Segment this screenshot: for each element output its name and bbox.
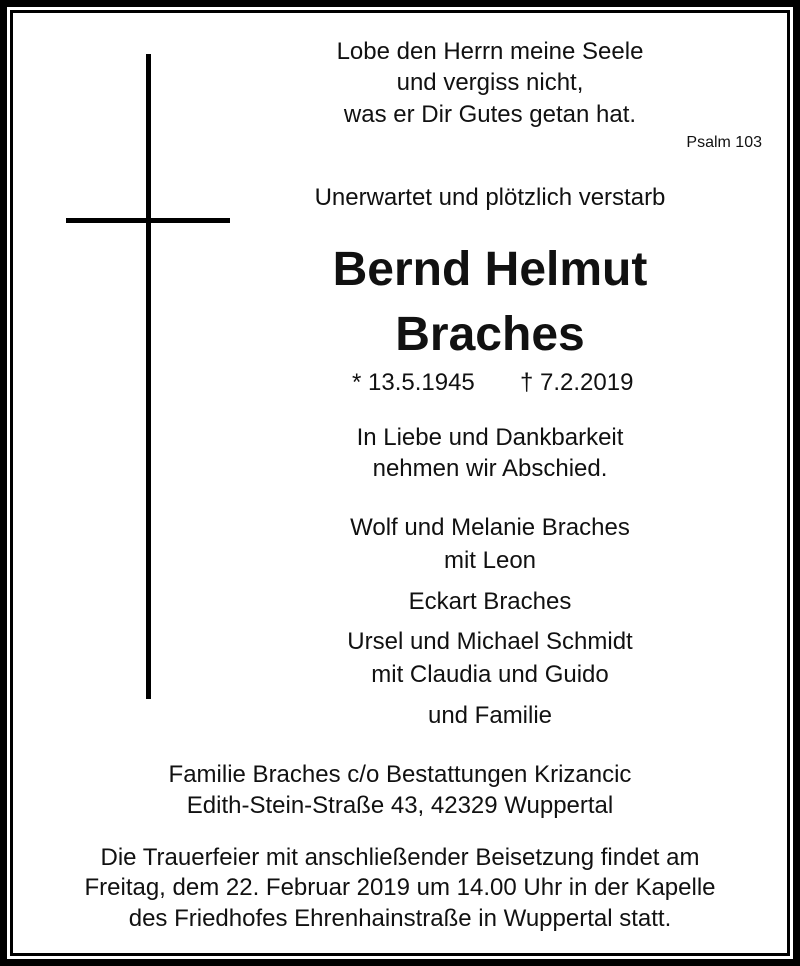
- deceased-surname: Braches: [395, 308, 585, 361]
- birth-date: * 13.5.1945: [352, 369, 475, 396]
- ceremony-line: Die Trauerfeier mit anschließender Beisetzung findet am: [100, 844, 700, 871]
- verse-source: Psalm 103: [686, 134, 762, 151]
- mourner-line: mit Leon: [443, 547, 537, 574]
- verse-line: und vergiss nicht,: [396, 69, 584, 96]
- mourner-line: und Familie: [427, 702, 553, 729]
- mourner-line: Eckart Braches: [408, 588, 572, 615]
- cross-vertical-bar: [146, 54, 151, 699]
- death-date: † 7.2.2019: [520, 369, 634, 396]
- address-line: Edith-Stein-Straße 43, 42329 Wuppertal: [186, 792, 614, 819]
- mourner-line: mit Claudia und Guido: [371, 661, 609, 688]
- farewell-line: In Liebe und Dankbarkeit: [356, 424, 624, 451]
- ceremony-line: des Friedhofes Ehrenhainstraße in Wuppertal statt.: [128, 905, 672, 932]
- cross-horizontal-bar: [66, 218, 230, 223]
- mourner-line: Wolf und Melanie Braches: [350, 514, 630, 541]
- intro-text: Unerwartet und plötzlich verstarb: [314, 184, 666, 211]
- ceremony-line: Freitag, dem 22. Februar 2019 um 14.00 Uhr in der Kapelle: [84, 874, 716, 901]
- deceased-name: Bernd Helmut: [332, 243, 648, 296]
- address-line: Familie Braches c/o Bestattungen Krizancic: [168, 761, 632, 788]
- farewell-line: nehmen wir Abschied.: [372, 455, 608, 482]
- verse-line: was er Dir Gutes getan hat.: [343, 101, 637, 128]
- verse-line: Lobe den Herrn meine Seele: [336, 38, 644, 65]
- mourner-line: Ursel und Michael Schmidt: [347, 628, 633, 655]
